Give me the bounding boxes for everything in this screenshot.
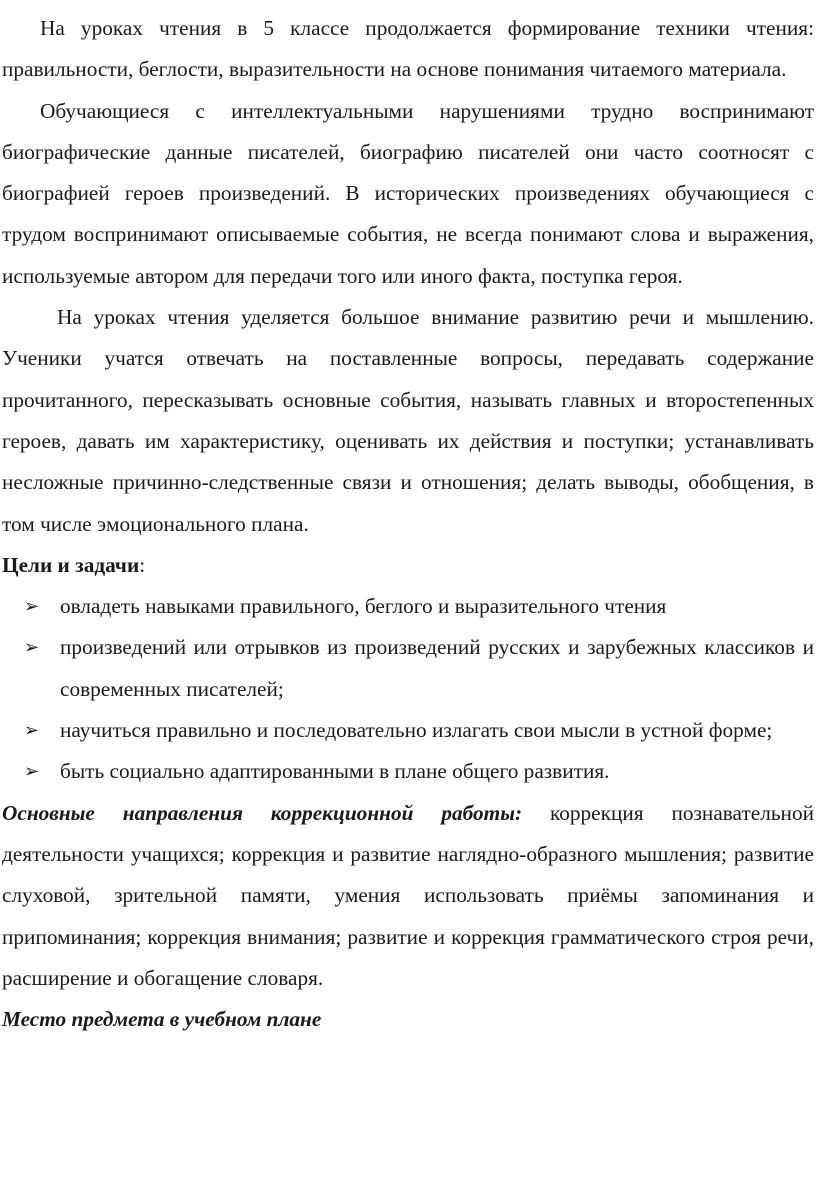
- goal-item-text: овладеть навыками правильного, беглого и выразительного чтения: [60, 594, 667, 619]
- goals-heading: Цели и задачи: [2, 552, 140, 577]
- place-heading-line: [2, 999, 814, 1040]
- goals-heading-colon: :: [139, 552, 146, 577]
- paragraph-perception-difficulties: Обучающиеся с интеллектуальными нарушениями трудно воспринимают биографические данные писателей, биографию писателей они часто соотносят с биографией героев произведений. В исторических произведениях обучающиеся с трудом воспринимают описываемые события, не всегда понимают слова и выражения, используемые автором для передачи того или иного факта, поступка героя.: [2, 98, 814, 288]
- arrowhead-bullet-icon: ➢: [24, 720, 40, 741]
- arrowhead-bullet-icon: ➢: [24, 637, 40, 658]
- correction-heading: Основные направления коррекционной работы:: [2, 800, 523, 825]
- goal-item: [2, 751, 814, 792]
- paragraph-reading-technique: На уроках чтения в 5 классе продолжается формирование техники чтения: правильности, беглости, выразительности на основе понимания читаемого материала.: [2, 16, 814, 82]
- goal-item: [2, 627, 814, 710]
- goals-list: [2, 586, 814, 792]
- correction-text: коррекция познавательной деятельности учащихся; коррекция и развитие наглядно-образного мышления; развитие слуховой, зрительной памяти, умения использовать приёмы запоминания и припоминания; коррекция внимания; развитие и коррекция грамматического строя речи, расширение и обогащение словаря.: [2, 800, 814, 990]
- goal-item: [2, 710, 814, 751]
- goal-item: [2, 586, 814, 627]
- goal-item-text: быть социально адаптированными в плане общего развития.: [60, 759, 610, 784]
- goals-heading-line: [2, 545, 814, 586]
- goal-item-text: научиться правильно и последовательно излагать свои мысли в устной форме;: [60, 718, 773, 743]
- place-heading: Место предмета в учебном плане: [2, 1007, 322, 1032]
- correction-paragraph: [2, 793, 814, 999]
- arrowhead-bullet-icon: ➢: [24, 761, 40, 782]
- paragraph-speech-development: На уроках чтения уделяется большое внимание развитию речи и мышлению. Ученики учатся отвечать на поставленные вопросы, передавать содержание прочитанного, пересказывать основные события, называть главных и второстепенных героев, давать им характеристику, оценивать их действия и поступки; устанавливать несложные причинно-следственные связи и отношения; делать выводы, обобщения, в том числе эмоционального плана.: [2, 305, 814, 536]
- arrowhead-bullet-icon: ➢: [24, 596, 40, 617]
- goal-item-text: произведений или отрывков из произведений русских и зарубежных классиков и современных писателей;: [60, 635, 814, 701]
